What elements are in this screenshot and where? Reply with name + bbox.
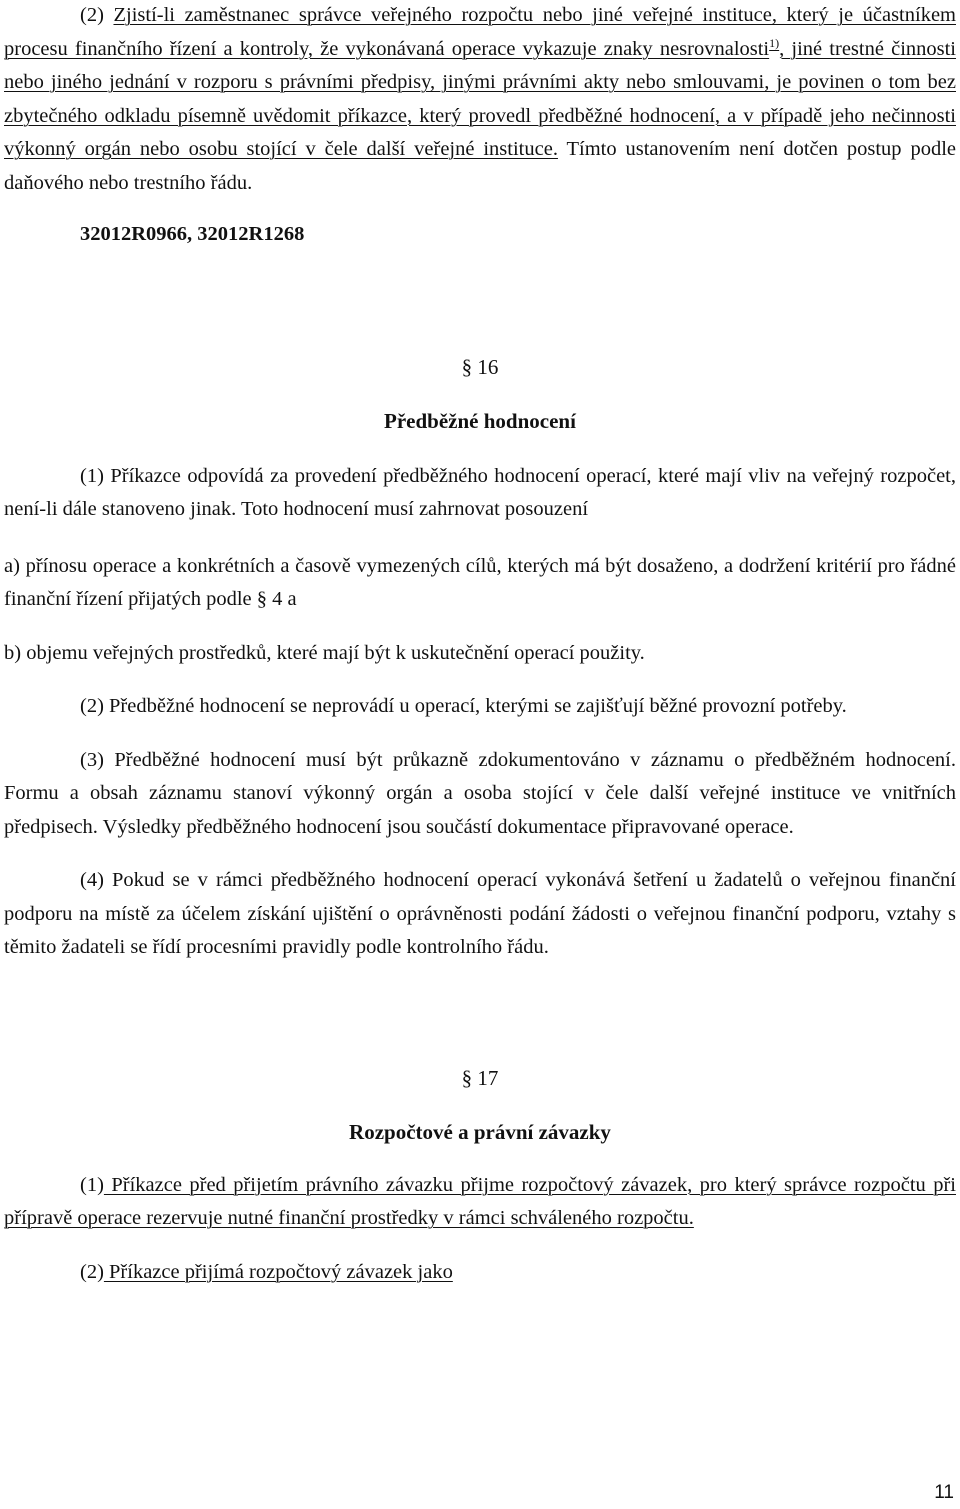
page-number: 11: [934, 1482, 954, 1503]
paragraph-lead: (2): [80, 1260, 104, 1283]
s17-paragraph-1: [4, 1169, 956, 1236]
paragraph-lead: (2): [80, 4, 114, 26]
s16-paragraph-4: (4) Pokud se v rámci předběžného hodnocení operací vykonává šetření u žadatelů o veřejnou finanční podporu na místě za účelem získání ujištění o oprávněnosti podání žádosti o veřejnou finanční podporu, vztahy s těmito žadateli se řídí procesními pravidly podle kontrolního řádu.: [4, 869, 956, 958]
s16-paragraph-1: (1) Příkazce odpovídá za provedení předběžného hodnocení operací, které mají vliv na veřejný rozpočet, není-li dále stanoveno jinak. Toto hodnocení musí zahrnovat posouzení: [4, 464, 956, 520]
s16-item-a: a) přínosu operace a konkrétních a časově vymezených cílů, kterých má být dosaženo, a dodržení kritérií pro řádné finanční řízení přijatých podle § 4 a: [4, 554, 956, 610]
section-title-17: Rozpočtové a právní závazky: [349, 1119, 611, 1144]
s17-paragraph-2: [4, 1256, 956, 1290]
paragraph-2-irregularities: [4, 0, 956, 200]
underlined-text: Příkazce přijímá rozpočtový závazek jako: [103, 1260, 453, 1283]
s16-paragraph-3: (3) Předběžné hodnocení musí být průkazně zdokumentováno v záznamu o předběžném hodnocení. Formu a obsah záznamu stanoví výkonný orgán a osoba stojící v čele další veřejné instituce ve vnitřních předpisech. Výsledky předběžného hodnocení jsou součástí dokumentace připravované operace.: [4, 748, 956, 838]
paragraph-lead: (1): [80, 1173, 104, 1196]
s16-item-b: b) objemu veřejných prostředků, které mají být k uskutečnění operací použity.: [4, 641, 645, 664]
footnote-reference: 1): [769, 35, 780, 50]
document-page: [4, 0, 956, 1289]
paragraph-text: Tímto ustanovením není dotčen postup podle daňového nebo trestního řádu.: [4, 138, 957, 194]
section-title-16: Předběžné hodnocení: [384, 408, 576, 433]
section-sign-17: § 17: [461, 1065, 499, 1090]
underlined-text: , jiné trestné činnosti nebo jiného jednání v rozporu s právními předpisy, jinými právními akty nebo smlouvami, je povinen o tom bez zbytečného odkladu písemně uvědomit příkazce, který provedl předběžné hodnocení, a v případě jeho nečinnosti výkonný orgán nebo osobu stojící v čele další veřejné instituce.: [4, 37, 957, 160]
celex-reference: 32012R0966, 32012R1268: [80, 223, 305, 245]
s16-paragraph-2: (2) Předběžné hodnocení se neprovádí u operací, kterými se zajišťují běžné provozní potřeby.: [80, 695, 847, 717]
underlined-text: Příkazce před přijetím právního závazku přijme rozpočtový závazek, pro který správce rozpočtu při přípravě operace rezervuje nutné finanční prostředky v rámci schváleného rozpočtu.: [4, 1173, 956, 1229]
section-sign-16: § 16: [461, 354, 499, 379]
underlined-text: Zjistí-li zaměstnanec správce veřejného rozpočtu nebo jiné veřejné instituce, který je účastníkem procesu finančního řízení a kontroly, že vykonávaná operace vykazuje znaky nesrovnalosti: [4, 4, 956, 60]
